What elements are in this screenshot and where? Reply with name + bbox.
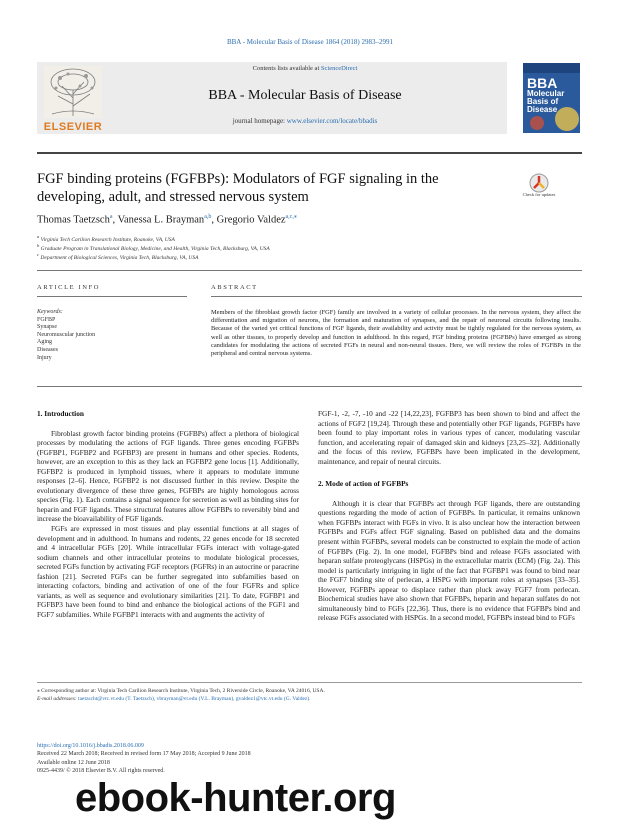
body-paragraph: FGF-1, -2, -7, -10 and -22 [14,22,23], FGFBP3 has been shown to bind and affect the actions of FGF2 [19,24]. Through these and potentially other FGF ligands, FGFBPs have been found to play important roles in various types of cancer, modulating vascular function, and accelerating repair of damaged skin and kidneys [23,25–32]. Additionally and the focus of this review, FGFBPs have been implicated in the development, maintenance, and repair of neural circuits. (318, 409, 580, 466)
author-list: Thomas Taetzsch$^a$, Vanessa L. Brayman$^{a,b}$, Gregorio Valdez$^{a,c,⁎}$ (37, 214, 297, 226)
article-info-divider (37, 296, 187, 297)
cover-title (527, 76, 579, 114)
affiliation-marker: b (37, 243, 40, 248)
article-title: FGF binding proteins (FGFBPs): Modulators of FGF signaling in the developing, adult, and stressed nervous system (37, 171, 439, 205)
corresponding-author-note: ⁎ Corresponding author at: Virginia Tech Carilion Research Institute, Virginia Tech, 2 Riverside Circle, Roanoke, VA 24016, USA. (37, 688, 325, 694)
keyword: Injury (37, 354, 52, 361)
contents-prefix: Contents lists available at (252, 65, 321, 72)
author-name: Vanessa L. Brayman (117, 214, 205, 226)
footnote-divider (37, 682, 582, 683)
affiliation-divider (37, 270, 582, 271)
journal-homepage (150, 117, 460, 125)
keyword: Neuromuscular junction (37, 331, 96, 338)
body-paragraph: FGFs are expressed in most tissues and play essential functions at all stages of development and in adulthood. In humans and rodents, 22 genes encode for 18 secreted and 4 intracellular FGFs [20]. While intracellular FGFs interact with voltage-gated sodium channels and other intracellular proteins to modulate biological processes, secreted FGFs function by activating FGF receptors (FGFRs) in an autocrine or paracrine fashion [21]. Secreted FGFs can be further segregated into subfamilies based on interacting cofactors, binding and activation of one of the four FGFRs and splice variants, as well as sequence and evolutionary similarities [21]. To date, FGFBP1 and FGFBP3 have been found to bind and enhance the biological actions of the FGF1 and FGF7 subfamilies. While FGFBP1 interacts with and augments the activity of (37, 524, 299, 619)
affiliation-marker: c (37, 252, 40, 257)
keyword: Diseases (37, 346, 58, 353)
doi-link[interactable]: https://doi.org/10.1016/j.bbadis.2018.06.009 (37, 743, 144, 749)
abstract-divider (211, 296, 582, 297)
keyword: FGFBP (37, 316, 56, 323)
abstract-text: Members of the fibroblast growth factor (FGF) family are involved in a variety of cellular processes. In the nervous system, they affect the differentiation and migration of neurons, the formation and maturation of synapses, and the repair of neuronal circuits following insults. Because of the varied yet critical functions of FGF ligands, their availability and activity must be tightly regulated for the nervous system, as well as other tissues, to properly develop and function in adulthood. In this regard, FGF binding proteins (FGFBPs) have emerged as strong candidates for modulating the actions of secreted FGFs in neural and non-neural tissues. Here, we will review the roles of FGFBPs in the peripheral and central nervous systems. (211, 309, 581, 358)
body-paragraph: Although it is clear that FGFBPs act through FGF ligands, there are outstanding questions regarding the mode of action of FGFBPs. In particular, it remains unknown when FGFBPs interact with FGFs in vivo. It is also unclear how the interaction between FGFBPs and FGFs affect FGF signaling. Based on published data and the domains present within FGFBPs, several models can be constructed to explain the mode of action of FGFBPs (Fig. 2). In one model, FGFBPs bind and release FGFs associated with heparan sulfate proteoglycans (HSPGs) in the extracellular matrix (ECM) (Fig. 2a). This model is particularly intriguing in light of the fact that FGFBP1 was found to bind near the FGF7 binding site of perlecan, a HSPG with important roles at synapses [33–35]. However, FGFBPs appear to displace rather than pluck away FGF7 from perlecan. Biochemical studies have also shown that FGFBPs, heparin and heparan sulfates do not simultaneously bind to FGFs [22,36]. Thus, there is no evidence that FGFBPs bind and release FGFs associated with HSPGs. In a second model, FGFBPs instead bind to FGFs (318, 498, 580, 623)
affiliation-text: Virginia Tech Carilion Research Institute, Roanoke, VA, USA (40, 236, 175, 243)
email-addresses (37, 695, 577, 703)
contents-availability (180, 65, 430, 72)
journal-name: BBA - Molecular Basis of Disease (208, 88, 402, 103)
abstract-bottom-divider (37, 386, 582, 387)
author-name: Thomas Taetzsch (37, 214, 110, 226)
crossmark-icon[interactable] (522, 172, 556, 202)
email-links[interactable]: taetzscht@vtc.vt.edu (T. Taetzsch), vbrayman@vt.edu (V.L. Brayman), gvaldez1@vtc.vt.edu (G. Valdez). (78, 696, 311, 702)
publication-info (37, 742, 337, 775)
affiliation-text: Department of Biological Sciences, Virginia Tech, Blacksburg, VA, USA (40, 254, 199, 261)
section-heading-mode-of-action: 2. Mode of action of FGFBPs (318, 479, 409, 489)
copyright: 0925-4439/ © 2018 Elsevier B.V. All rights reserved. (37, 767, 165, 774)
keywords-label: Keywords: (37, 309, 63, 315)
journal-citation[interactable]: BBA - Molecular Basis of Disease 1864 (2018) 2983–2991 (226, 38, 394, 46)
affiliation (37, 234, 537, 243)
publisher-logo-text: ELSEVIER (43, 121, 103, 133)
watermark-text: ebook-hunter.org (75, 776, 396, 820)
section-heading-introduction: 1. Introduction (37, 409, 84, 418)
keyword: Aging (37, 339, 52, 346)
cover-title-line: Basis of (527, 97, 559, 106)
header-divider (37, 152, 582, 154)
affiliation-marker: a (37, 234, 40, 239)
abstract-heading: ABSTRACT (211, 284, 258, 291)
sciencedirect-link[interactable]: ScienceDirect (320, 65, 358, 72)
affiliation (37, 243, 537, 252)
keywords-list (37, 309, 177, 362)
footnotes (37, 687, 577, 703)
body-right-column (318, 409, 580, 623)
keyword: Synapse (37, 324, 57, 331)
author-affiliation-marker[interactable]: a,b (204, 214, 212, 220)
body-paragraph: Fibroblast growth factor binding proteins (FGFBPs) affect a plethora of biological processes by modulating the actions of FGF ligands. Three genes encoding FGFBPs (FGFBP1, FGFBP2 and FGFBP3) are present in humans and other species. Rodents, however, are an exception to this as they lack an FGFBP2 gene locus [1]. Additionally, FGFBP2 is produced in lymphoid tissues, where it appears to modulate immune responses [2–6]. Hence, FGFBP2 is not discussed further in this review. Despite the evolutionary divergence of these three genes, FGFBPs are highly homologous across species (Fig. 1). Each contains a signal sequence for secretion as well as binding sites for heparin and FGF ligands. These structural features allow FGFBPs to reversibly bind and increase the bioavailability of FGF ligands. (37, 428, 299, 524)
homepage-link[interactable]: www.elsevier.com/locate/bbadis (286, 117, 378, 125)
author-affiliation-marker[interactable]: a,c,⁎ (285, 214, 297, 220)
cover-title-abbrev: BBA (527, 75, 558, 91)
cover-title-line: Disease (527, 105, 558, 114)
body-left-column (37, 409, 299, 619)
email-label: E-mail addresses: (37, 696, 79, 702)
affiliation (37, 252, 537, 261)
article-info-heading: ARTICLE INFO (37, 284, 101, 291)
homepage-prefix: journal homepage: (232, 117, 287, 125)
received-dates: Received 22 March 2018; Received in revised form 17 May 2018; Accepted 9 June 2018 (37, 751, 251, 758)
crossmark-label[interactable]: Check for updates (522, 192, 556, 197)
author-affiliation-marker[interactable]: a (109, 214, 113, 220)
affiliation-text: Graduate Program in Translational Biology, Medicine, and Health, Virginia Tech, Blacksburg, VA, USA (40, 245, 270, 252)
author-name: Gregorio Valdez (216, 214, 286, 226)
cover-title-line: Molecular (527, 89, 565, 98)
online-date: Available online 12 June 2018 (37, 759, 110, 766)
